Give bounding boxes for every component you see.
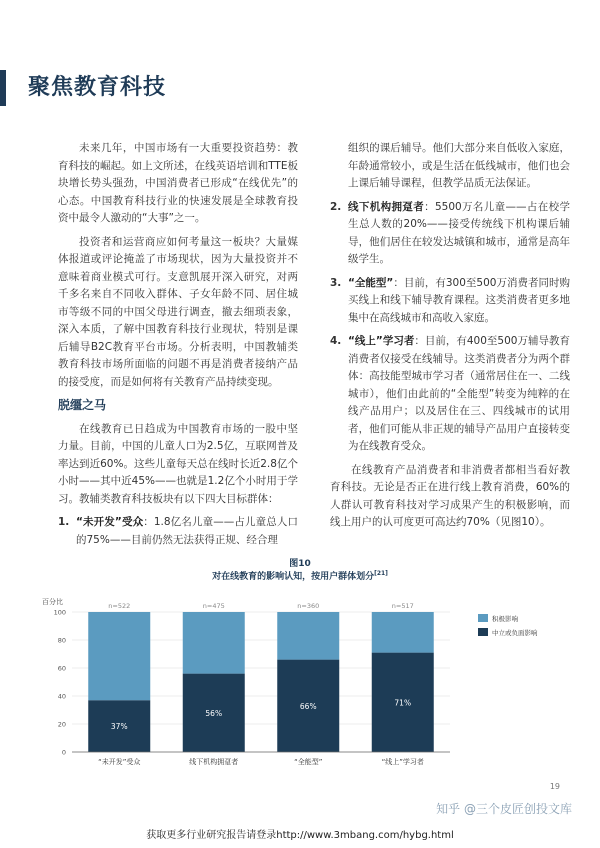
y-tick-label: 40 bbox=[57, 692, 66, 701]
list-item bbox=[330, 199, 570, 269]
data-label: 56% bbox=[205, 708, 223, 718]
stacked-bar-chart bbox=[38, 596, 568, 782]
market-paragraph: 在线教育已日趋成为中国教育市场的一股中坚力量。目前，中国的儿童人口为2.5亿，互联网普及率达到近60%。这些儿童每天总在线时长近2.8亿个小时——其中近45%——也就是1.2亿个小时用于学习。教辅类教育科技板块有以下四大目标群体： bbox=[58, 422, 298, 505]
title-accent-bar bbox=[0, 70, 6, 106]
list-label: 线下机构拥趸者 bbox=[348, 200, 425, 213]
list-continuation: 组织的课后辅导。他们大部分来自低收入家庭，年龄通常较小，或是生活在低线城市，他们也会上课后辅导课程，但教学品质无法保证。 bbox=[348, 142, 570, 189]
legend-label: 中立或负面影响 bbox=[492, 629, 538, 637]
list-label: “线上”学习者 bbox=[348, 335, 415, 347]
right-column bbox=[330, 140, 570, 538]
bar-segment-positive bbox=[183, 612, 245, 674]
list-number: 3. bbox=[330, 276, 342, 289]
x-tick-label: “未开发”受众 bbox=[98, 758, 141, 766]
page-number: 19 bbox=[549, 782, 560, 791]
bar-segment-positive bbox=[277, 612, 339, 660]
data-label: 71% bbox=[394, 698, 412, 708]
data-label: 37% bbox=[110, 722, 128, 732]
list-label: “未开发”受众 bbox=[76, 516, 144, 528]
list-item bbox=[330, 333, 570, 456]
list-text: ：5500万名儿童——占在校学生总人数的20%——接受传统线下机构课后辅导，他们居住在较发达城镇和城市，通常是高年级学生。 bbox=[348, 200, 571, 265]
y-tick-label: 80 bbox=[57, 636, 66, 645]
y-tick-label: 100 bbox=[53, 608, 66, 617]
y-tick-label: 20 bbox=[57, 720, 66, 729]
sample-size-label: n=475 bbox=[202, 602, 225, 610]
list-item bbox=[330, 275, 570, 328]
list-label: “全能型” bbox=[348, 276, 394, 289]
figure-title-ref: [21] bbox=[374, 570, 388, 577]
legend-swatch bbox=[478, 628, 488, 636]
figure-title-text: 对在线教育的影响认知，按用户群体划分 bbox=[212, 572, 375, 582]
figure-label: 图10 bbox=[289, 559, 311, 569]
bar-segment-positive bbox=[88, 612, 150, 700]
data-label: 66% bbox=[299, 701, 317, 711]
sample-size-label: n=517 bbox=[391, 602, 414, 610]
left-column bbox=[58, 140, 298, 555]
x-tick-label: 线下机构拥趸者 bbox=[189, 758, 239, 766]
legend-swatch bbox=[478, 614, 488, 622]
y-axis-label: 百分比 bbox=[42, 598, 63, 606]
section-heading: 脱缰之马 bbox=[58, 398, 107, 412]
list-item bbox=[58, 514, 298, 549]
investor-paragraph: 投资者和运营商应如何考量这一板块？大量媒体报道或评论掩盖了市场现状，因为大量投资并不意味着商业模式可行。支意凯展开深入研究，对两千多名来自不同收入群体、子女年龄不同、居住城市等级不同的中国父母进行调查，撤去细琐表象，深入本质，了解中国教育科技行业现状，特别是课后辅导B2C教育平台市场。分析表明，中国教辅类教育科技市场所面临的问题不再是消费者接纳产品的接受度，而是如何将有关教育产品持续变现。 bbox=[58, 235, 298, 388]
bar-segment-positive bbox=[372, 612, 434, 653]
legend-label: 积极影响 bbox=[492, 615, 518, 623]
list-number: 4. bbox=[330, 335, 342, 347]
list-number: 1. bbox=[58, 516, 70, 528]
figure-title bbox=[0, 569, 600, 582]
list-text: ：目前，有300至500万消费者同时购买线上和线下辅导教育课程。这类消费者更多地集中在高线城市和高收入家庭。 bbox=[348, 276, 570, 324]
sample-size-label: n=360 bbox=[297, 602, 320, 610]
list-text: ：目前，有400至500万辅导教育消费者仅接受在线辅导。这类消费者分为两个群体：高技能型城市学习者（通常居住在一、二线城市），他们由此前的“全能型”转变为纯粹的在线产品用户；以及居住在三、四线城市的试用者，他们可能从非正规的辅导产品用户直接转变为在线教育受众。 bbox=[348, 335, 570, 452]
list-number: 2. bbox=[330, 200, 342, 213]
x-tick-label: “线上”学习者 bbox=[381, 758, 424, 766]
watermark: 知乎 @三个皮匠创投文库 bbox=[436, 802, 572, 816]
x-tick-label: “全能型” bbox=[294, 758, 323, 766]
footer-text: 获取更多行业研究报告请登录http://www.3mbang.com/hybg.html bbox=[146, 830, 454, 841]
list-text: ：1.8亿名儿童——占儿童总人口的75%——目前仍然无法获得正规、经合理 bbox=[76, 516, 298, 546]
closing-paragraph: 在线教育产品消费者和非消费者都相当看好教育科技。无论是否正在进行线上教育消费，60%的人群认可教育科技对学习成果产生的积极影响，而线上用户的认可度更可高达约70%（见图10）。 bbox=[330, 463, 570, 528]
intro-paragraph: 未来几年，中国市场有一大重要投资趋势：教育科技的崛起。如上文所述，在线英语培训和TTE板块增长势头强劲，中国消费者已形成“在线优先”的心态。中国教育科技行业的快速发展是全球教育投资中最令人激动的“大事”之一。 bbox=[58, 142, 298, 224]
sample-size-label: n=522 bbox=[108, 602, 131, 610]
y-tick-label: 0 bbox=[61, 748, 66, 757]
y-tick-label: 60 bbox=[57, 664, 66, 673]
page-title: 聚焦教育科技 bbox=[28, 75, 167, 100]
